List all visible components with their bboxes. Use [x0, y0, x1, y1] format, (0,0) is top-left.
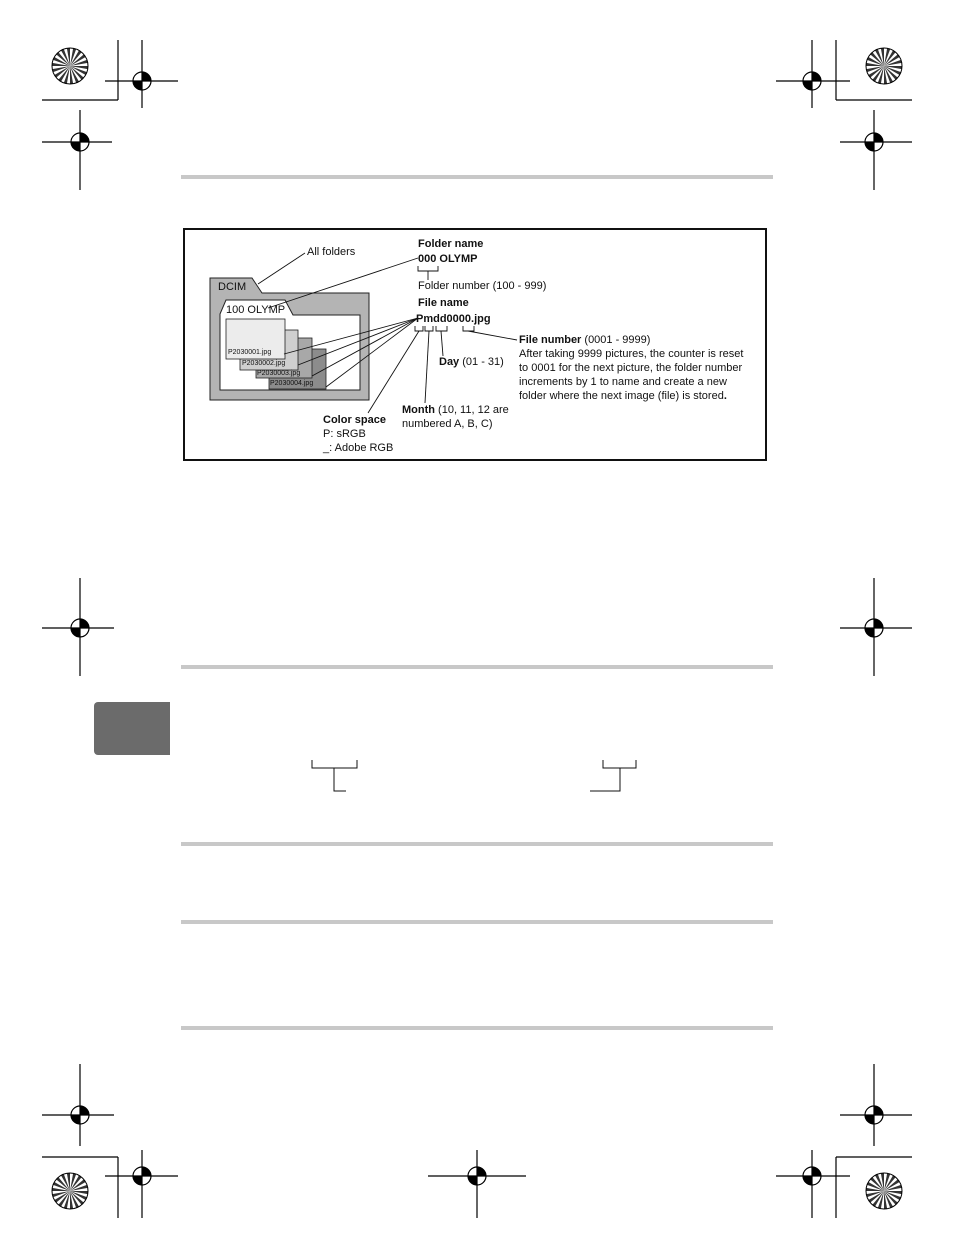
file-number-title: File number — [519, 334, 582, 346]
file-number-desc: to 0001 for the next picture, the folder number — [519, 362, 743, 374]
folder-name-title: Folder name — [418, 238, 484, 250]
file-number-desc: folder where the next image (file) is stored — [519, 390, 724, 402]
month-title: Month — [402, 404, 435, 416]
month-range: (10, 11, 12 are — [434, 404, 509, 416]
file-number-desc-period: . — [723, 390, 727, 402]
file-number-range: (0001 - 9999) — [581, 334, 651, 346]
day-title: Day — [439, 356, 460, 368]
day-range: (01 - 31) — [459, 356, 504, 368]
subfolder-label: 100 OLYMP — [226, 304, 286, 316]
folder-number-label: Folder number (100 - 999) — [418, 280, 547, 292]
dcim-folder-label: DCIM — [218, 281, 247, 293]
file-name-example: Pmdd0000.jpg — [416, 313, 491, 325]
file-name-title: File name — [418, 297, 469, 309]
file-number-desc: After taking 9999 pictures, the counter is reset — [519, 348, 744, 360]
color-space-adobe: _: Adobe RGB — [323, 442, 394, 454]
file-label: P2030002.jpg — [242, 360, 286, 367]
file-number-desc-last — [519, 389, 727, 403]
month-label — [402, 403, 509, 417]
file-number-desc: increments by 1 to name and create a new — [519, 376, 727, 388]
folder-name-example: 000 OLYMP — [418, 253, 478, 265]
file-label: P2030004.jpg — [270, 380, 314, 387]
file-label: P2030003.jpg — [257, 370, 301, 377]
file-label: P2030001.jpg — [228, 349, 272, 356]
file-number-label — [519, 333, 650, 347]
month-range-line2: numbered A, B, C) — [402, 418, 493, 430]
all-folders-label: All folders — [307, 246, 356, 258]
color-space-srgb: P: sRGB — [323, 428, 366, 440]
color-space-title: Color space — [323, 414, 386, 426]
day-label — [439, 355, 504, 369]
